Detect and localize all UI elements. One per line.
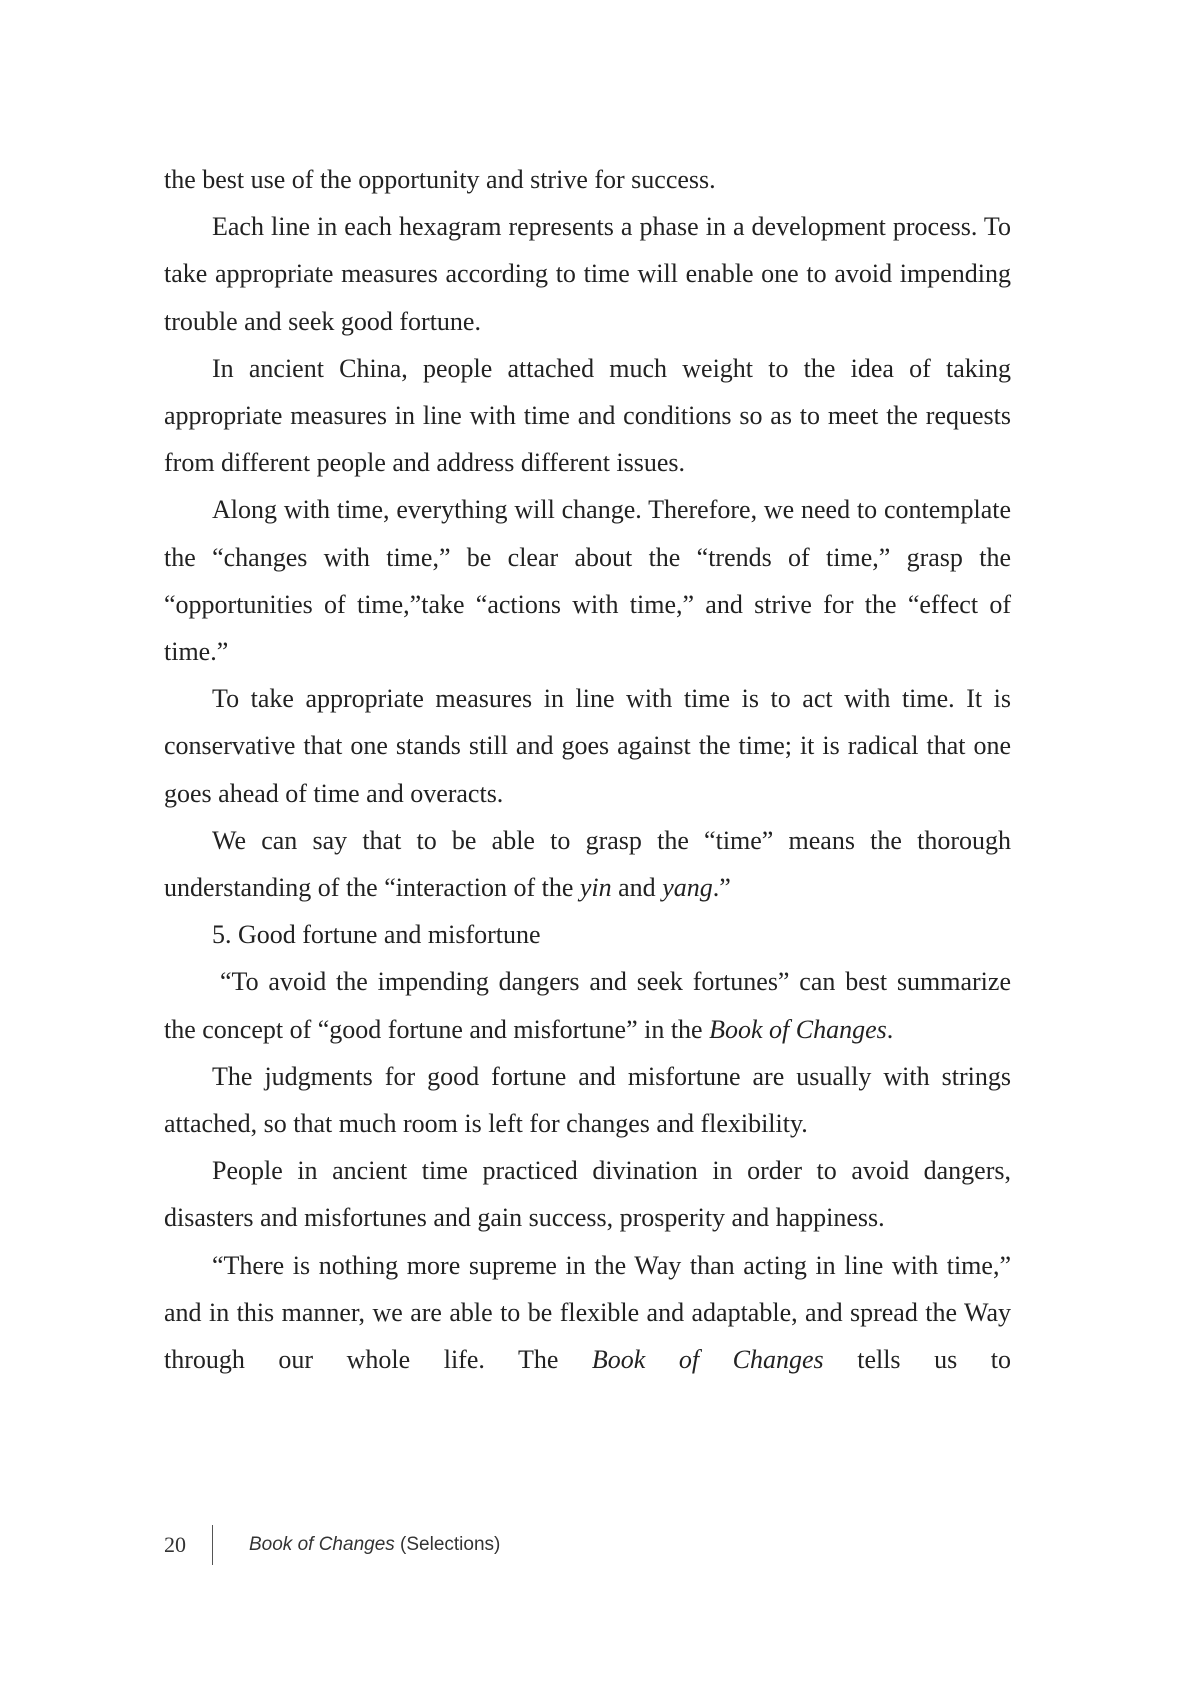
paragraph-8 — [164, 1053, 1011, 1147]
text-segment: and — [611, 873, 663, 903]
page-number: 20 — [164, 1532, 186, 1557]
text-segment: The judgments for good fortune and misfortune are usually with strings attached, so that much room is left for changes and flexibility. — [164, 1061, 1011, 1139]
paragraph-2 — [164, 345, 1011, 487]
text-segment: the best use of the opportunity and strive for success. — [164, 165, 716, 194]
body-text — [164, 156, 1011, 1383]
text-segment: Each line in each hexagram represents a phase in a development process. To take appropriate measures according to time will enable one to avoid impending trouble and seek good fortune. — [164, 212, 1011, 336]
paragraph-1 — [164, 203, 1011, 345]
italic-text: Book of Changes — [591, 1345, 824, 1375]
text-segment: We can say that to be able to grasp the “time” means the thorough understanding of the “interaction of the — [164, 825, 1011, 903]
paragraph-10 — [164, 1242, 1011, 1384]
running-title-book: Book of Changes — [249, 1534, 395, 1555]
text-segment: People in ancient time practiced divination in order to avoid dangers, disasters and misfortunes and gain success, prosperity and happiness. — [164, 1156, 1011, 1233]
text-segment: Along with time, everything will change. Therefore, we need to contemplate the “changes with time,” be clear about the “trends of time,” grasp the “opportunities of time,”take “actions with time,” and strive for the “effect of time.” — [164, 495, 1011, 667]
paragraph-7 — [164, 958, 1011, 1052]
running-title — [249, 1534, 500, 1556]
text-segment: “There is nothing more supreme in the Way than acting in line with time,” and in this manner, we are able to be flexible and adaptable, and spread the Way through our whole life. The — [164, 1250, 1011, 1375]
paragraph-0 — [164, 156, 1011, 203]
page-footer — [164, 1525, 500, 1565]
paragraph-3 — [164, 486, 1011, 675]
italic-text: yang — [662, 873, 713, 903]
italic-text: yin — [579, 873, 612, 903]
text-segment: “To avoid the impending dangers and seek fortunes” can best summarize the concept of “good fortune and misfortune” in the — [164, 967, 1011, 1044]
italic-text: Book of Changes — [709, 1014, 887, 1044]
running-title-subtitle: (Selections) — [400, 1534, 501, 1555]
paragraph-4 — [164, 675, 1011, 817]
paragraph-6 — [164, 911, 1011, 958]
footer-divider — [212, 1525, 213, 1565]
text-segment: . — [886, 1014, 894, 1044]
paragraph-5 — [164, 817, 1011, 911]
paragraph-9 — [164, 1147, 1011, 1241]
text-segment: To take appropriate measures in line with time is to act with time. It is conservative that one stands still and goes against the time; it is radical that one goes ahead of time and overacts. — [164, 684, 1011, 808]
text-segment: 5. Good fortune and misfortune — [212, 920, 541, 950]
text-segment: tells us to — [823, 1345, 1011, 1375]
text-segment: In ancient China, people attached much weight to the idea of taking appropriate measures in line with time and conditions so as to meet the requests from different people and address different issues. — [164, 353, 1011, 478]
text-segment: .” — [712, 873, 731, 903]
